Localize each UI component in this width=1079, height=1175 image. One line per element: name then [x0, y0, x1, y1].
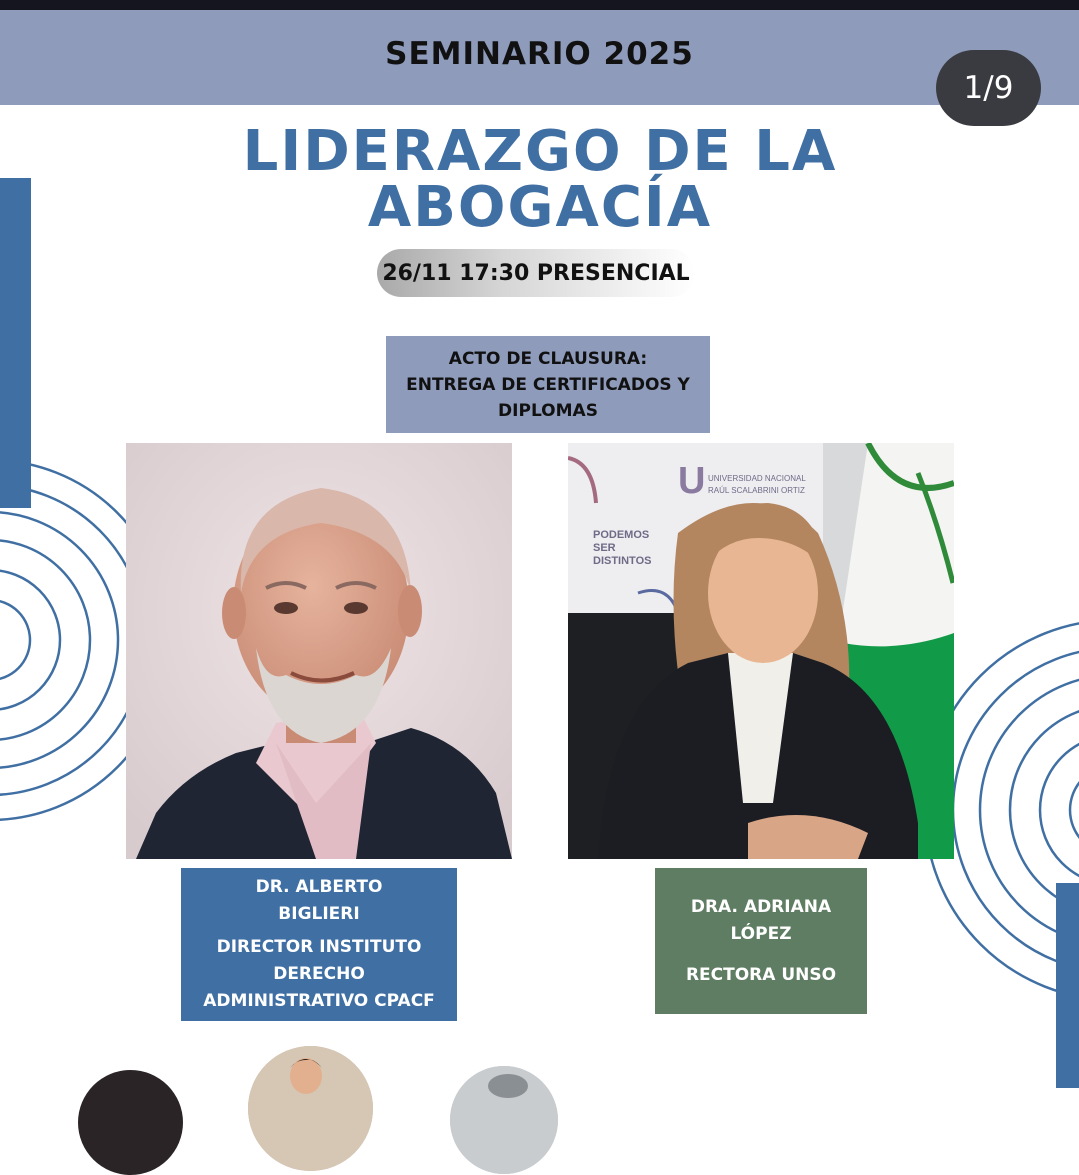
- photo-motto-3: DISTINTOS: [593, 555, 652, 567]
- avatar-bottom-2: [248, 1046, 373, 1171]
- page-counter-badge[interactable]: 1/9: [936, 50, 1041, 126]
- accent-bar-right: [1056, 883, 1079, 1088]
- speaker1-name-line1: DR. ALBERTO: [255, 877, 383, 897]
- event-title: [140, 119, 940, 240]
- closing-line2: ENTREGA DE CERTIFICADOS Y: [406, 374, 690, 395]
- photo-motto-1: PODEMOS: [593, 529, 650, 541]
- speaker-photo-biglieri: [126, 443, 512, 859]
- photo-motto-2: SER: [593, 542, 616, 554]
- date-badge: 26/11 17:30 PRESENCIAL: [377, 249, 695, 297]
- closing-ceremony-box: [386, 336, 710, 433]
- speaker1-name-line2: BIGLIERI: [278, 904, 360, 924]
- photo-univ-text1: UNIVERSIDAD NACIONAL: [708, 474, 806, 483]
- speaker-photo-lopez: [568, 443, 954, 859]
- photo-univ-text2: RAÚL SCALABRINI ORTIZ: [708, 486, 805, 495]
- accent-bar-left: [0, 178, 31, 508]
- speaker1-role-line2: DERECHO: [273, 964, 365, 984]
- speaker1-role-line1: DIRECTOR INSTITUTO: [216, 937, 422, 957]
- avatar-bottom-3: [450, 1066, 558, 1174]
- speaker2-role-line1: RECTORA UNSO: [685, 964, 837, 985]
- speaker2-name-line1: DRA. ADRIANA: [690, 896, 832, 917]
- speaker-caption-lopez: [655, 868, 867, 1014]
- closing-line1: ACTO DE CLAUSURA:: [448, 348, 648, 369]
- speaker1-role-line3: ADMINISTRATIVO CPACF: [203, 991, 435, 1011]
- header-banner: [0, 10, 1079, 105]
- event-title-line2: ABOGACÍA: [367, 175, 713, 240]
- closing-line3: DIPLOMAS: [498, 400, 598, 421]
- seminar-title: SEMINARIO 2025: [385, 35, 694, 72]
- svg-text:U: U: [678, 460, 706, 502]
- event-title-line1: LIDERAZGO DE LA: [242, 119, 838, 184]
- speaker-caption-biglieri: [181, 868, 457, 1021]
- avatar-bottom-1: [78, 1070, 183, 1175]
- top-strip: [0, 0, 1079, 10]
- speaker2-name-line2: LÓPEZ: [730, 923, 792, 944]
